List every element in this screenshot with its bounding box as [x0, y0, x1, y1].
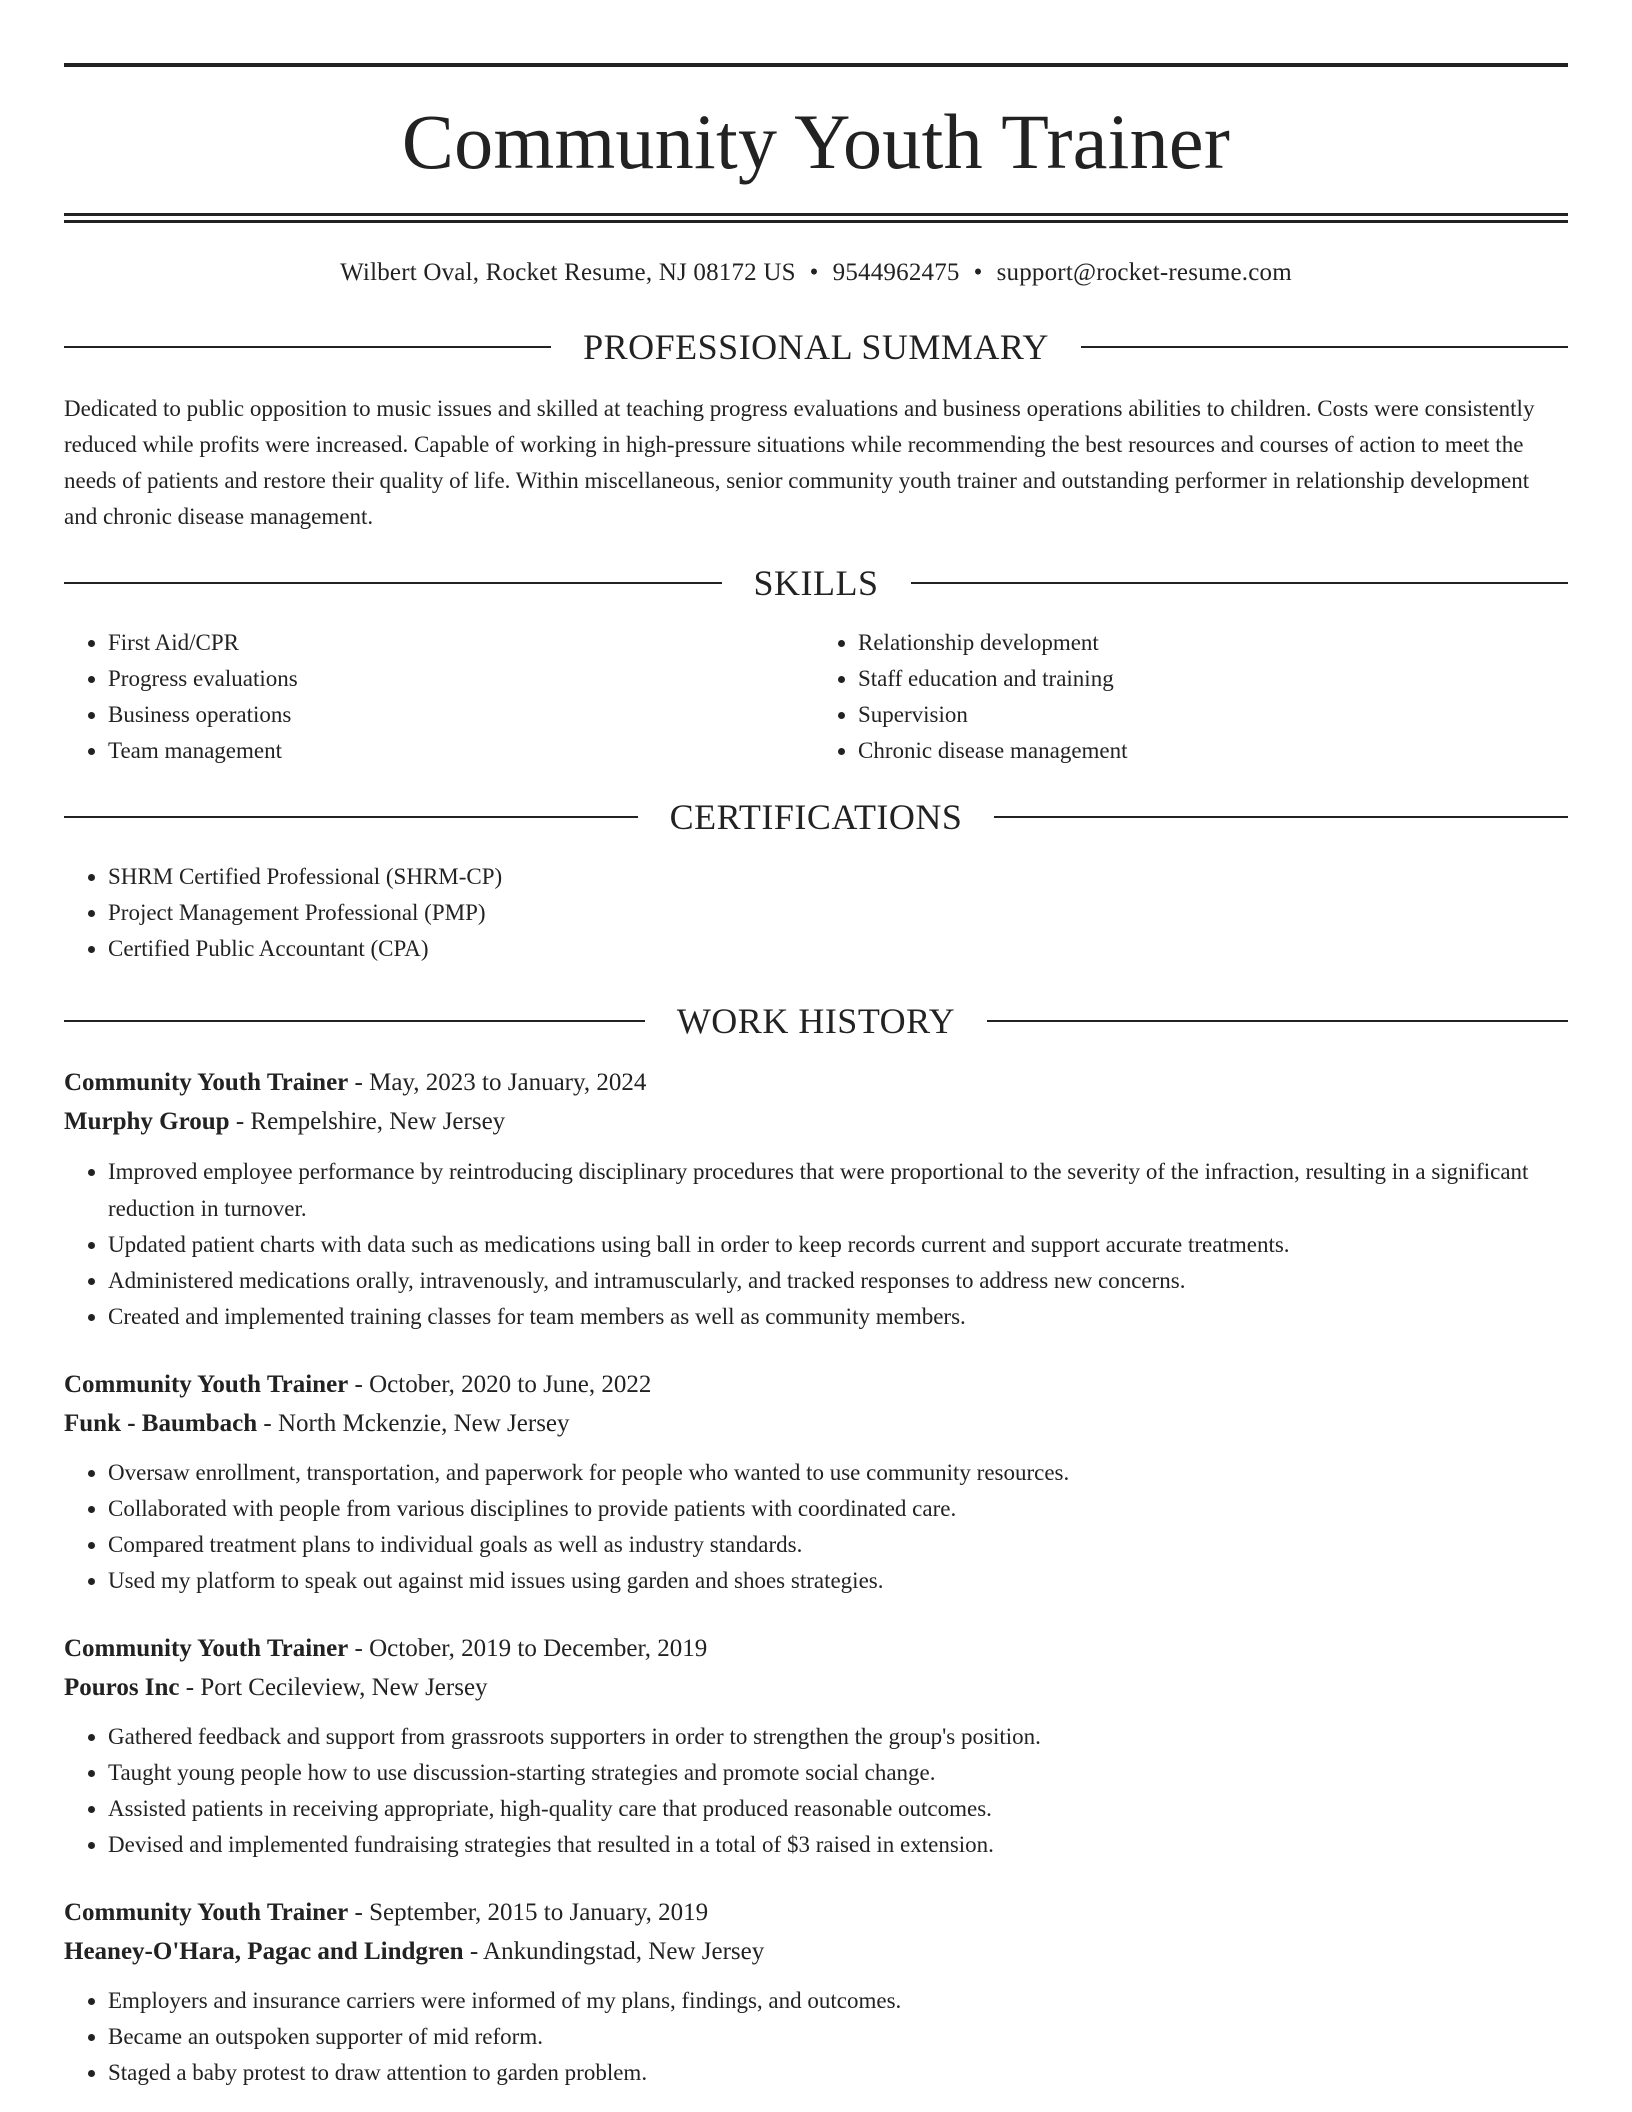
job-entry — [64, 1893, 1568, 2091]
job-location: North Mckenzie, New Jersey — [277, 1410, 570, 1437]
job-entry — [64, 1629, 1568, 1863]
skill-item: • Relationship development — [858, 625, 1568, 661]
job-bullet: • Used my platform to speak out against mid issues using garden and shoes strategies. — [108, 1563, 1568, 1599]
job-title-line: Community Youth Trainer - September, 2015 to January, 2019 — [64, 1899, 709, 1926]
certifications-list — [64, 859, 1568, 967]
job-title-line: Community Youth Trainer - May, 2023 to January, 2024 — [64, 1069, 647, 1096]
section-rule — [64, 346, 551, 348]
job-company-line: Pouros Inc - Port Cecileview, New Jersey — [64, 1674, 488, 1701]
job-entry — [64, 1063, 1568, 1335]
job-dates: September, 2015 to January, 2019 — [369, 1899, 709, 1926]
job-dates: May, 2023 to January, 2024 — [369, 1069, 647, 1096]
skills-heading: SKILLS — [753, 563, 879, 603]
skill-item: • Business operations — [108, 697, 818, 733]
summary-section-header — [64, 329, 1568, 365]
job-bullet: • Updated patient charts with data such as medications using ball in order to keep records current and support accurate treatments. — [108, 1227, 1568, 1263]
skills-right-column — [818, 625, 1568, 769]
skills-list — [64, 625, 1568, 769]
job-title: Community Youth Trainer — [64, 1899, 349, 1926]
skills-section-header — [64, 565, 1568, 601]
summary-text: Dedicated to public opposition to music issues and skilled at teaching progress evaluations and business operations abilities to children. Costs were consistently reduced while profits were increased. Capable of working in high-pressure situations while recommending the best resources and courses of action to meet the needs of patients and restore their quality of life. Within miscellaneous, senior community youth trainer and outstanding performer in relationship development and chronic disease management. — [64, 396, 1535, 529]
skill-item: • Supervision — [858, 697, 1568, 733]
job-bullet: • Became an outspoken supporter of mid reform. — [108, 2019, 1568, 2055]
job-bullet: • Gathered feedback and support from grassroots supporters in order to strengthen the group's position. — [108, 1719, 1568, 1755]
job-title: Community Youth Trainer — [64, 1069, 349, 1096]
contact-separator: • — [809, 259, 819, 286]
work-section-header — [64, 1003, 1568, 1039]
job-company: Murphy Group — [64, 1108, 230, 1135]
job-company: Heaney-O'Hara, Pagac and Lindgren — [64, 1938, 464, 1965]
section-rule — [64, 816, 638, 818]
certification-item: • SHRM Certified Professional (SHRM-CP) — [108, 859, 1568, 895]
job-bullet: • Created and implemented training classes for team members as well as community members. — [108, 1299, 1568, 1335]
job-title-line: Community Youth Trainer - October, 2020 to June, 2022 — [64, 1371, 652, 1398]
job-bullet: • Employers and insurance carriers were informed of my plans, findings, and outcomes. — [108, 1983, 1568, 2019]
job-location: Port Cecileview, New Jersey — [200, 1674, 488, 1701]
section-rule — [64, 1020, 645, 1022]
job-bullets — [64, 1153, 1568, 1335]
job-title: Community Youth Trainer — [64, 1635, 349, 1662]
section-rule — [987, 1020, 1568, 1022]
job-bullet: • Compared treatment plans to individual goals as well as industry standards. — [108, 1527, 1568, 1563]
top-rule — [64, 63, 1568, 67]
job-entry — [64, 1365, 1568, 1599]
job-bullet: • Improved employee performance by reintroducing disciplinary procedures that were proportional to the severity of the infraction, resulting in a significant reduction in turnover. — [108, 1153, 1568, 1227]
certification-item: • Certified Public Accountant (CPA) — [108, 931, 1568, 967]
skill-item: • Team management — [108, 733, 818, 769]
job-bullet: • Assisted patients in receiving appropriate, high-quality care that produced reasonable outcomes. — [108, 1791, 1568, 1827]
job-bullet: • Staged a baby protest to draw attention to garden problem. — [108, 2055, 1568, 2091]
skill-item: • Staff education and training — [858, 661, 1568, 697]
job-bullets — [64, 1983, 1568, 2091]
section-rule — [994, 816, 1568, 818]
contact-separator: • — [973, 259, 983, 286]
job-company: Funk - Baumbach — [64, 1410, 258, 1437]
job-bullets — [64, 1719, 1568, 1863]
double-rule — [64, 213, 1568, 223]
contact-line — [64, 259, 1568, 287]
section-rule — [911, 582, 1569, 584]
certification-item: • Project Management Professional (PMP) — [108, 895, 1568, 931]
job-dates: October, 2019 to December, 2019 — [369, 1635, 708, 1662]
summary-heading: PROFESSIONAL SUMMARY — [583, 327, 1049, 367]
job-company-line: Murphy Group - Rempelshire, New Jersey — [64, 1108, 506, 1135]
skill-item: • Chronic disease management — [858, 733, 1568, 769]
job-bullets — [64, 1455, 1568, 1599]
section-rule — [1081, 346, 1568, 348]
contact-phone[interactable]: 9544962475 — [832, 259, 960, 286]
job-location: Rempelshire, New Jersey — [250, 1108, 506, 1135]
skill-item: • First Aid/CPR — [108, 625, 818, 661]
job-dates: October, 2020 to June, 2022 — [369, 1371, 652, 1398]
skill-item: • Progress evaluations — [108, 661, 818, 697]
job-title: Community Youth Trainer — [64, 1371, 349, 1398]
job-company-line: Heaney-O'Hara, Pagac and Lindgren - Ankundingstad, New Jersey — [64, 1938, 765, 1965]
job-bullet: • Administered medications orally, intravenously, and intramuscularly, and tracked responses to address new concerns. — [108, 1263, 1568, 1299]
job-company-line: Funk - Baumbach - North Mckenzie, New Jersey — [64, 1410, 570, 1437]
resume-page — [64, 0, 1568, 2091]
work-heading: WORK HISTORY — [676, 1001, 956, 1041]
job-bullet: • Collaborated with people from various disciplines to provide patients with coordinated care. — [108, 1491, 1568, 1527]
contact-email[interactable]: support@rocket-resume.com — [996, 259, 1292, 286]
resume-title: Community Youth Trainer — [401, 98, 1231, 185]
contact-address: Wilbert Oval, Rocket Resume, NJ 08172 US — [340, 259, 796, 286]
certifications-heading: CERTIFICATIONS — [669, 797, 963, 837]
job-bullet: • Taught young people how to use discussion-starting strategies and promote social change. — [108, 1755, 1568, 1791]
certifications-section-header — [64, 799, 1568, 835]
job-bullet: • Devised and implemented fundraising strategies that resulted in a total of $3 raised in extension. — [108, 1827, 1568, 1863]
job-location: Ankundingstad, New Jersey — [483, 1938, 765, 1965]
skills-left-column — [64, 625, 818, 769]
job-company: Pouros Inc — [64, 1674, 180, 1701]
job-title-line: Community Youth Trainer - October, 2019 to December, 2019 — [64, 1635, 708, 1662]
job-bullet: • Oversaw enrollment, transportation, and paperwork for people who wanted to use community resources. — [108, 1455, 1568, 1491]
section-rule — [64, 582, 722, 584]
